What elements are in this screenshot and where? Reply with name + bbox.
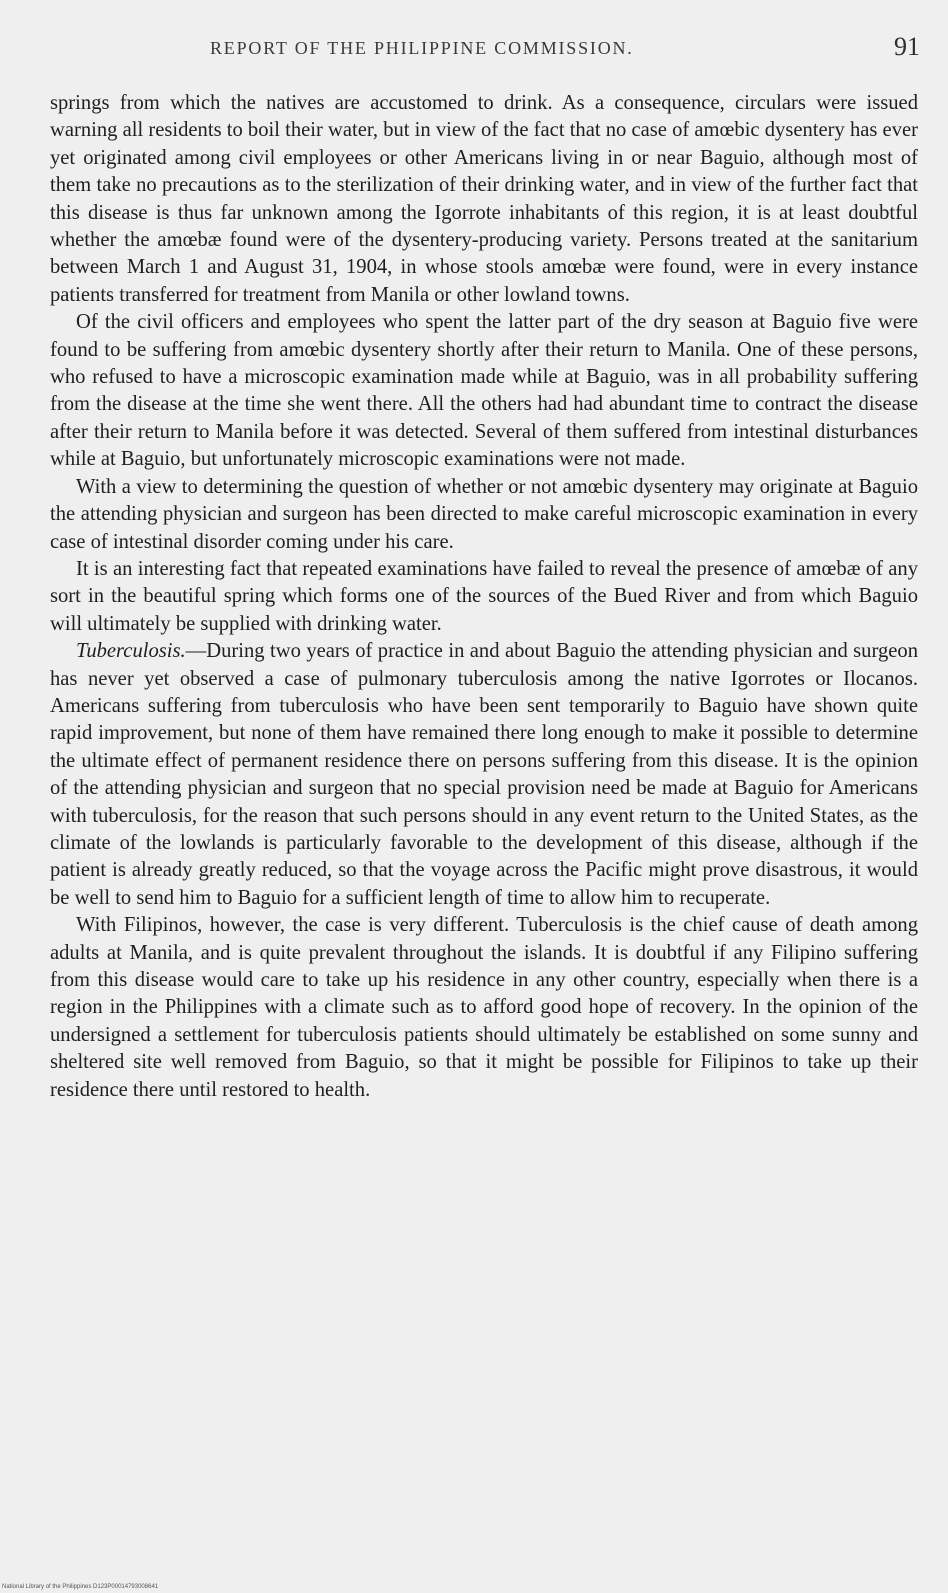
paragraph-text: With a view to determining the question of whether or not amœbic dysentery may originate at Baguio the attending physician and surgeon has been directed to make careful microscopic examination in every case of intestinal disorder coming under his care.: [50, 475, 918, 553]
section-heading-tuberculosis: Tuberculosis.: [76, 640, 186, 663]
paragraph-text: springs from which the natives are accustomed to drink. As a consequence, circulars were issued warning all residents to boil their water, but in view of the fact that no case of amœbic dysentery has ever yet originated among civil employees or other Americans living in or near Baguio, although most of them take no precautions as to the sterilization of their drinking water, and in view of the further fact that this disease is thus far unknown among the Igorrote inhabitants of this region, it is at least doubtful whether the amœbæ found were of the dysentery-producing variety. Persons treated at the sanitarium between March 1 and August 31, 1904, in whose stools amœbæ were found, were in every instance patients transferred for treatment from Manila or other lowland towns.: [50, 92, 918, 306]
paragraph-continuation: [50, 90, 918, 309]
body-text: [50, 90, 918, 1104]
paragraph-text: Of the civil officers and employees who spent the latter part of the dry season at Baguio five were found to be suffering from amœbic dysentery shortly after their return to Manila. One of these persons, who refused to have a microscopic examination made while at Baguio, was in all probability suffering from the disease at the time she went there. All the others had had abundant time to contract the disease after their return to Manila before it was detected. Several of them suffered from intestinal disturbances while at Baguio, but unfortunately microscopic examinations were not made.: [50, 311, 918, 471]
library-stamp: National Library of the Philippines D123P00014793008641: [2, 1584, 159, 1590]
running-title: REPORT OF THE PHILIPPINE COMMISSION.: [210, 38, 634, 58]
paragraph-civil-officers: [50, 309, 918, 473]
paragraph-text: It is an interesting fact that repeated examinations have failed to reveal the presence of amœbæ of any sort in the beautiful spring which forms one of the sources of the Bued River and from which Baguio will ultimately be supplied with drinking water.: [50, 557, 918, 635]
paragraph-filipinos: [50, 912, 918, 1104]
paragraph-spring: [50, 556, 918, 638]
page-header: [40, 32, 920, 72]
page-number: 91: [894, 32, 920, 61]
paragraph-microscopic-examination: [50, 474, 918, 556]
paragraph-text: —During two years of practice in and about Baguio the attending physician and surgeon has never yet observed a case of pulmonary tuberculosis among the native Igorrotes or Ilocanos. Americans suffering from tuberculosis who have been sent temporarily to Baguio have shown quite rapid improvement, but none of them have remained there long enough to make it possible to determine the ultimate effect of permanent residence there on persons suffering from this disease. It is the opinion of the attending physician and surgeon that no special provision need be made at Baguio for Americans with tuberculosis, for the reason that such persons should in any event return to the United States, as the climate of the lowlands is particularly favorable to the development of this disease, although if the patient is already greatly reduced, so that the voyage across the Pacific might prove disastrous, it would be well to send him to Baguio for a sufficient length of time to allow him to recuperate.: [50, 640, 918, 909]
paragraph-text: With Filipinos, however, the case is very different. Tuberculosis is the chief cause of death among adults at Manila, and is quite prevalent throughout the islands. It is doubtful if any Filipino suffering from this disease would care to take up his residence in any other country, especially when there is a region in the Philippines with a climate such as to afford good hope of recovery. In the opinion of the undersigned a settlement for tuberculosis patients should ultimately be established on some sunny and sheltered site well removed from Baguio, so that it might be possible for Filipinos to take up their residence there until restored to health.: [50, 914, 918, 1101]
paragraph-tuberculosis: [50, 638, 918, 912]
